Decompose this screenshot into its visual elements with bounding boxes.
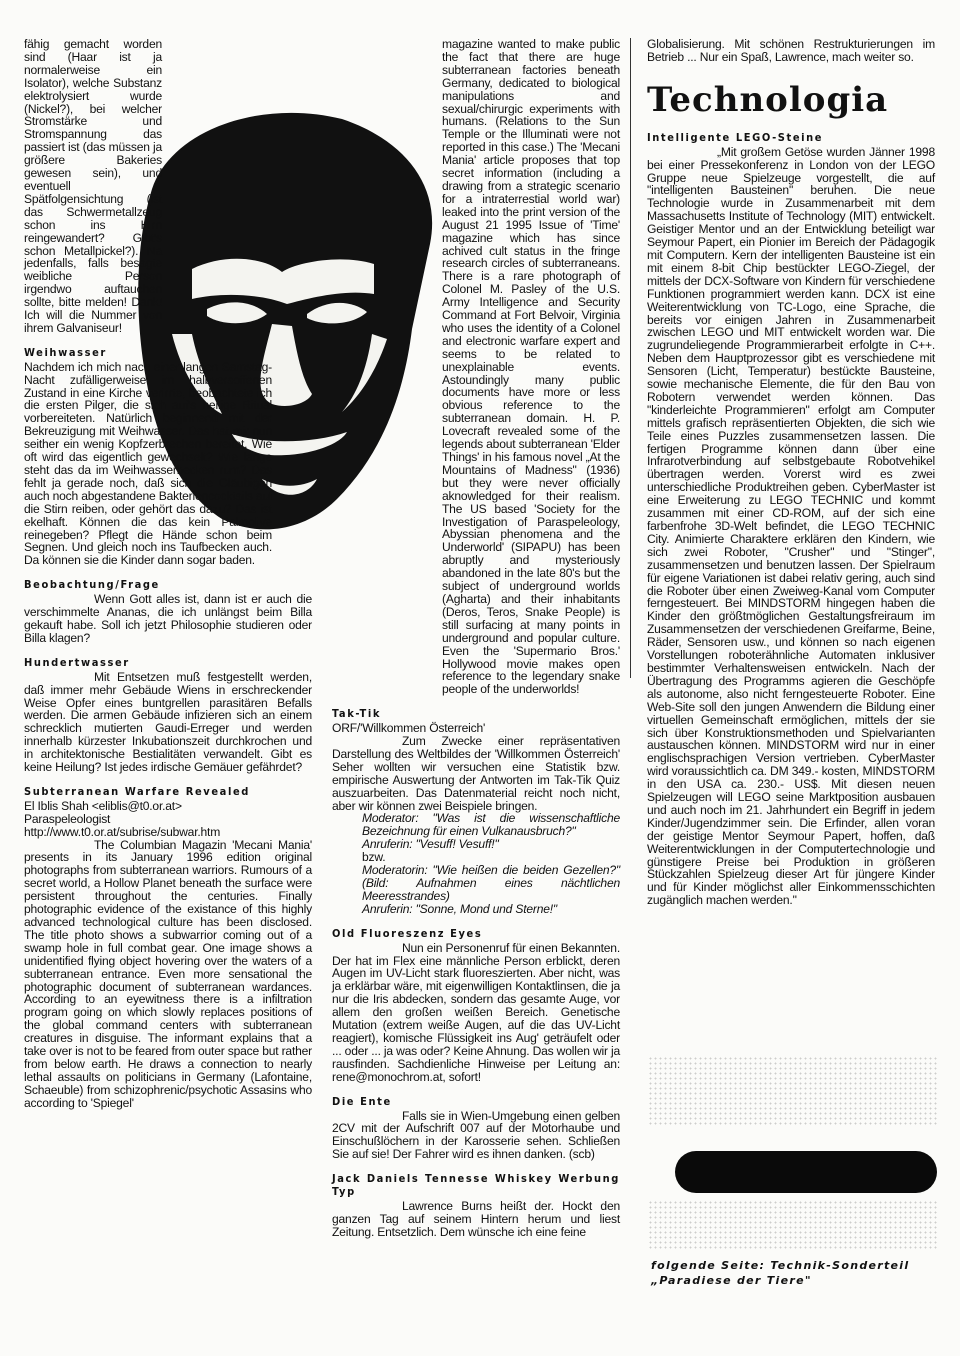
- heading-jack: Jack Daniels Tennesse Whiskey Werbung Typ: [332, 1172, 620, 1199]
- dialog-2-moderator: Moderatorin: "Wie heißen die beiden Gezellen?" (Bild: Aufnahmen eines nächtlichen Meeresstrandes): [362, 863, 620, 903]
- column-3: [647, 38, 935, 907]
- weihwasser-paragraph: Nachdem ich mich nach einer langen Samstag-Nacht zufälligerweise im halbversoffenen Zustand in eine Kirche verirrte, beobachtete ich die ersten Pilger, die sich auf's heilige Ritual vorbereiteten. Natürlich beginnend mit der Bekreuzigung mit Weihwasser. Das hat mir nun seither ein wenig Kopfzerbrechen bereitet. Wie oft wird das eigentlich gewechselt? Wie lange steht das da im Weihwasserbecken rum? Das fehlt ja gerade noch, daß sich die Gläubigen auch noch abgestandene Bakteriencocktails auf die Stirn reiben, oder gehört das dazu? Das ist ekelhaft. Können die das kein Palmolive reinegeben? Pflegt die Hände schon beim Segnen. Und gleich noch ins Taufbecken auch. Da können sie die Kinder dann sogar baden.: [24, 359, 272, 568]
- heading-beobachtung: Beobachtung/Frage: [24, 578, 160, 592]
- author-line: El Iblis Shah <eliblis@t0.or.at>: [24, 798, 182, 813]
- section-title: Technologia: [647, 80, 889, 120]
- heading-weihwasser: Weihwasser: [24, 345, 107, 359]
- column-divider: [630, 38, 631, 678]
- next-page-line-1: folgende Seite: Technik-Sonderteil: [651, 1259, 910, 1272]
- dialog-2-answer: Anruferin: "Sonne, Mond und Sterne!": [362, 901, 558, 916]
- column-2: [332, 38, 620, 1239]
- next-page-note: [651, 1258, 941, 1288]
- hundertwasser-paragraph: Mit Entsetzen muß festgestellt werden, daß immer mehr Gebäude Wiens in erschreckender Weise Opfer eines buntgrellen parasitären Befalls werden. Die armen Gebäude infizieren sich an einem schrecklich mutierten Gaudi-Erreger und werden innerhalb kürzester Inkubationszeit durchkrochen und in architektonische Bestialitäten verwandelt. Gibt es keine Heilung? Ist jedes irdische Gemäuer gefährdet?: [24, 669, 312, 775]
- author-role: Paraspeleologist: [24, 811, 111, 826]
- lego-paragraph: „Mit großem Getöse wurden Jänner 1998 bei einer Pressekonferenz in London von der LEGO Gruppe neue Spielzeuge vorgestellt, die auf "intelligenten Bausteinen" beruhen. Die neue Technologie wurde in Zusammenarbeit mit dem Massachusetts Institute of Technology (MIT) entwickelt. Geistiger Mentor und an der Entwicklung beteiligt war Seymour Papert, ein Pionier im Bereich der Pädagogik mit Computern. Kern der intelligenten Bausteine ist ein mit einem 8-bit Chip bestückter LEGO-Ziegel, der mittels der DCX-Software von Kindern für verschiedene Funktionen programmiert werden kann. DCX ist eine Weiterentwicklung von TC-Logo, eine Sprache, die bereits vor einigen Jahren in Zusammenarbeit zwischen LEGO und MIT entwickelt worden war. Die zugrundeliegende Programmierarbeit erfolgte in C++. Neben dem Hauptprozessor gibt es verschiedene mit Sensoren (Licht, Temperatur) bestückte Bausteine, sowie mechanische Elemente, die für den Bau von Robotern verwendet werden können. Das "kinderleichte Programmieren" erfolgt am Computer mittels grafisch repräsentierten Objekten, die sich wie Teile eines Puzzles zusammensetzen lassen. Die fertigen Programme können dann über eine Infrarotverbindung auf selbstgebaute Robotvehikel übertragen werden. Vorerst wird es zwei unterschiedliche Produktreihen geben. CyberMaster ist eine Erweiterung zu LEGO TECHNIC und kommt zusammen mit einer CD-ROM, auf der sich eine farbenfrohe 3D-Welt befindet, die LEGO TECHNIC City. Animierte Charaktere erklären den Kindern, wie sich zwei Roboter, "Crusher" und "Stinger", zusammensetzen und benutzen lassen. Der Spielraum für eigene Variationen ist dabei relativ gering, auch sind die Roboter über einen Zweiweg-Kanal vom Computer ferngesteuert. Bei MINDSTORM hingegen haben die Kinder den größtmöglichen Gestaltungsfreiraum im Zusammensetzen der verschiedenen Greifarme, Beine, Räder, Sensoren usw., und können so nach eigenen Vorstellungen roboterähnliche Automaten inklusiver bestimmter Verhaltensweisen entwickeln. Nach der Übertragung des Programms agieren die Geschöpfe als autonome, also nicht ferngesteuerte Roboter. Eine Web-Site soll den jungen Anwendern die Bildung einer virtuellen Gemeinschaft ermöglichen, mittels der sie sich über Konstruktionsmethoden und Spielvarianten austauschen können. MINDSTORM wird nur in einer englischsprachigen Version vertrieben. CyberMaster wird voraussichtlich ca. DM 349.- kosten, MINDSTORM in den USA ca. 230.- US$. Mit diesen neuen Spielzeugen will LEGO seine Marktposition ausbauen und auch noch im 21. Jahrhundert ein Begriff in jedem Kinder/Jugendzimmer sein. Die Erfinder, allen voran der geistige Mentor Seymour Papert, hoffen, daß Weiterentwicklungen in der Computertechnologie und günstigere Preise bei Produktion in größeren Stückzahlen Spielzeug dieser Art für jüngere Kinder und für Kinder möglichst aller Einkommensschichten zugänglich machen werden.": [647, 144, 935, 908]
- dialog-1-moderator: Moderator: "Was ist die wissenschaftliche Bezeichnung für einen Vulkanausbruch?": [362, 811, 620, 839]
- jack-paragraph: Lawrence Burns heißt der. Hockt den ganzen Tag auf seinem Hintern herum und liest Zeitung. Entsetzlich. Dem wünsche ich eine feine: [332, 1198, 620, 1239]
- author-url[interactable]: http://www.t0.or.at/subrise/subwar.htm: [24, 824, 221, 839]
- taktik-subtitle: ORF/'Willkommen Österreich': [332, 721, 486, 736]
- taktik-paragraph: Zum Zwecke einer repräsentativen Darstellung des Weltbildes der 'Willkommen Österreich' Seher wollten wir versuchen eine Statistik bzw. empirische Auswertung der Antworten im Tak-Tik Quiz auszuarbeiten. Das Datenmaterial reicht noch nicht, aber wir können zwei Beispiele bringen.: [332, 734, 620, 813]
- top-paragraph: Globalisierung. Mit schönen Restrukturierungen im Betrieb ... Nur ein Spaß, Lawrence, mach weiter so.: [647, 37, 935, 64]
- fluoreszenz-paragraph: Nun ein Personenruf für einen Bekannten. Der hat im Flex eine männliche Person erblickt, deren Augen im UV-Licht stark fluoreszierten. Aber nicht, was ja erklärbar wäre, mit eigenwilligen Kontaktlinsen, die ja nur die Iris abdecken, sondern das gesamte Auge, vor allem den großen weißen Bereich. Genetische Mutation (extrem weiße Augen, auf die das UV-Licht reagiert), komische Flüssigkeit ins Aug' geträufelt oder ... oder ... ja was oder? Keine Ahnung. Das wollen wir ja rausfinden. Sachdienliche Hinweise per Leitung an: rene@monochrom.at, sofort!: [332, 940, 620, 1084]
- next-page-line-2: „Paradiese der Tiere": [651, 1274, 812, 1287]
- subterranean-paragraph: The Columbian Magazin 'Mecani Mania' presents in its January 1996 edition original photographs from subterranean warriors. Rumours of a secret world, a Hollow Planet beneath the surface were persistent throughout the centuries. Finally photographic evidence of the existance of this highly advanced technological culture has been disclosed. The title photo shows a subwarrior coming out of a swamp hole in full combat gear. One image shows a unidentified flying object hovering over the waters of a subterranean entrance. Even more sensational the photographic document of subterranean wardances. According to an eyewitness there is a infiltration program going on which slowly replaces positions of the global command centers with subterranean creatures in disguise. The informant explains that a take over is not to be feared from outer space but rather from below earth. He draws a connection to nearly lethal assaults on politicians in Germany (Lafontaine, Schaeuble) from schizophrenic/psychotic Assasins who according to 'Spiegel': [24, 837, 312, 1110]
- halftone-texture: [648, 1056, 938, 1126]
- heading-ente: Die Ente: [332, 1094, 392, 1108]
- heading-hundertwasser: Hundertwasser: [24, 655, 130, 669]
- heading-fluoreszenz: Old Fluoreszenz Eyes: [332, 926, 483, 940]
- beobachtung-paragraph: Wenn Gott alles ist, dann ist er auch die verschimmelte Ananas, die ich unlängst beim Billa gekauft habe. Soll ich jetzt Philosophie studieren oder Billa klagen?: [24, 592, 312, 645]
- dialog-bzw: bzw.: [362, 850, 386, 865]
- column-1: [24, 38, 312, 1110]
- magazine-paragraph: magazine wanted to make public the fact that there are huge subterranean factories beneath Germany, dedicated to biological manipulations and sexual/chirurgic experiments with humans. (Relations to the Sun Temple or the Illuminati were not reported in this case.) The 'Mecani Mania' article proposes that top secret information (including a drawing from a strategic scenario for a intraterrestial world war) leaked into the print version of the August 21 1995 Issue of 'Time' magazine which has since achived cult status in the fringe research circles of subterraneans. There is a rare photograph of Colonel M. Pasley of the U.S. Army Intelligence and Security Command at Fort Belvoir, Virginia who uses the identity of a Colonel and electronic warfare expert and seems to be related to unexplainable events. Astoundingly many public documents have more or less obvious reference to the subterranean domain. H. P. Lovecraft revealed some of the legends about subterranean 'Elder Things' in his famous novel „At the Mountains of Madness" (1936) but they were never officially aknowledged for their realism. The US based 'Society for the Investigation of Paraspeleology, Abyssian phenomena and the Underworld' (SIPAPU) has been abruptly and mysteriously abandoned in the late 80's but the subject of underground worlds (Agharta) and their inhabitants (Deros, Teros, Snake People) is still surfacing at many points in underground and popular culture. Even the 'Supermario Bros.' Hollywood movie makes open reference to the legendary snake people of the underworlds!: [442, 37, 620, 697]
- intro-paragraph: fähig gemacht worden sind (Haar ist ja normalerweise ein Isolator), welche Substanz elektrolysiert wurde (Nickel?), bei welcher Stromstärke und Stromspannung das passiert ist (das müssen ja größere Bakeries gewesen sein), und eventuell Spätfolgensichtung (ist das Schwermetallzeug schon ins Hirn reingewandert? Gibt's schon Metallpickel?). Na jedenfalls, falls besagte weibliche Person irgendwo auftauchen sollte, bitte melden! Dank! Ich will die Nummer von ihrem Galvaniseur!: [24, 37, 162, 335]
- ente-paragraph: Falls sie in Wien-Umgebung einen gelben 2CV mit der Aufschrift 007 auf der Motorhaube und Einschußlöchern in der Karosserie sehen. Schließen Sie auf sie! Der Fahrer wird es ihnen danken. (scb): [332, 1108, 620, 1162]
- heading-lego: Intelligente LEGO-Steine: [647, 130, 824, 144]
- dialog-1-answer: Anruferin: "Vesuff! Vesuff!": [362, 837, 499, 852]
- heading-taktik: Tak-Tik: [332, 707, 382, 721]
- heading-subterranean: Subterranean Warfare Revealed: [24, 784, 250, 798]
- halftone-texture-lower: [648, 1200, 938, 1250]
- redaction-bar: [675, 1151, 937, 1193]
